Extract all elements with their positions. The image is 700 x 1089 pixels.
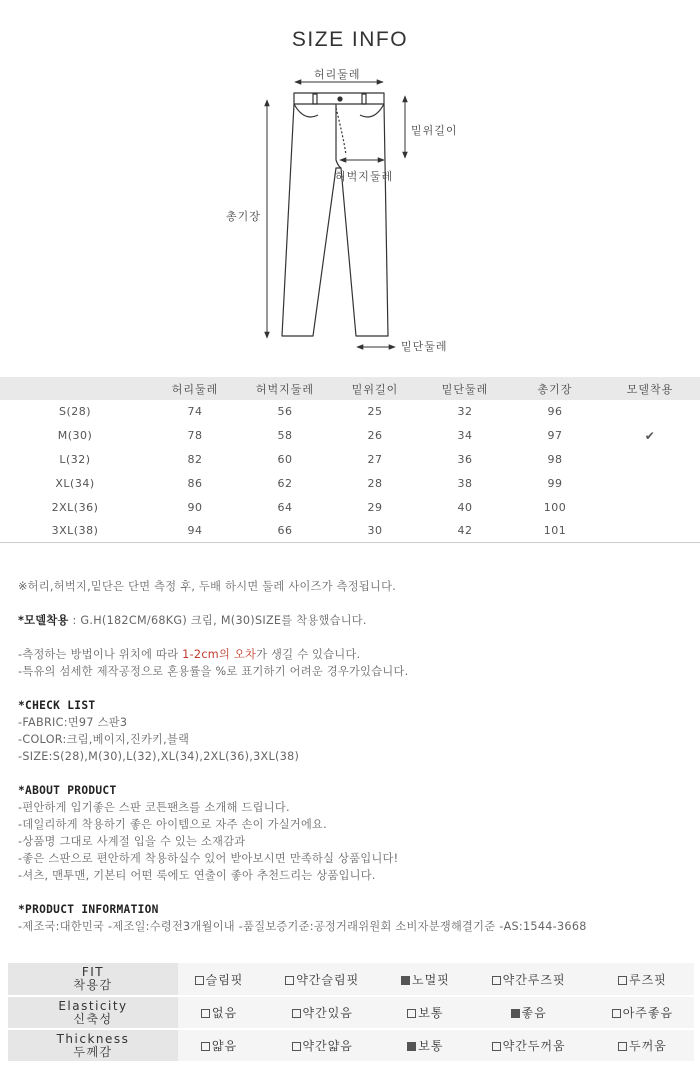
value-cell: 97 [547,429,563,443]
model-cell [600,424,700,448]
checkbox-icon [492,976,501,985]
error-pre: -측정하는 방법이나 위치에 따라 [18,648,183,661]
pants-illustration [0,60,700,370]
size-cell: XL(34) [55,476,95,490]
thickness-option [591,1029,694,1062]
page-title: SIZE INFO [291,28,409,51]
checkbox-icon [292,1009,301,1018]
value-cell: 29 [367,500,383,514]
option-label: 아주좋음 [622,1006,674,1020]
about-item: -상품명 그대로 사계절 입을 수 있는 소재감과 [18,835,246,848]
check-icon: ✔ [644,428,656,443]
model-cell [600,495,700,519]
size-cell: L(32) [59,452,91,466]
value-cell: 60 [277,452,293,466]
table-row [0,471,700,495]
option-label: 슬림핏 [205,972,244,987]
value-cell: 34 [457,429,473,443]
value-cell: 58 [277,429,293,443]
checkbox-icon [201,1009,210,1018]
model-cell [600,519,700,543]
error-post: 가 생길 수 있습니다. [256,648,361,661]
checkbox-icon [201,1042,210,1051]
value-cell: 28 [367,476,383,490]
option-label: 두꺼움 [629,1039,667,1053]
rise-label: 밑위길이 [411,124,458,137]
product-info-title: *PRODUCT INFORMATION [18,903,159,916]
checkbox-icon [292,1042,301,1051]
elasticity-label [8,996,178,1029]
table-row [0,424,700,448]
thickness-row [8,1029,694,1062]
value-cell: 64 [277,500,293,514]
model-note [18,612,688,629]
header-cell: 총기장 [537,382,573,396]
model-cell [600,448,700,472]
fit-option [466,963,590,996]
value-cell: 74 [187,405,203,419]
option-label: 좋음 [521,1006,547,1020]
value-cell: 56 [277,405,293,419]
elasticity-option [384,996,466,1029]
header-cell: 밑위길이 [351,382,399,396]
error-highlight: 1-2cm의 오차 [182,648,257,661]
option-label: 없음 [211,1006,238,1020]
checkbox-icon [618,1042,627,1051]
table-row [0,519,700,543]
fit-option-selected [384,963,466,996]
material-note: -특유의 섬세한 제작공정으로 혼용률을 %로 표기하기 어려운 경우가있습니다. [18,665,409,678]
thickness-label-en: Thickness [56,1031,130,1046]
length-label: 총기장 [226,210,261,223]
option-label: 루즈핏 [629,972,667,987]
size-cell: S(28) [58,405,92,419]
checkbox-icon [492,1042,501,1051]
fit-option [591,963,694,996]
model-cell [600,471,700,495]
about-item: -데일리하게 착용하기 좋은 아이템으로 자주 손이 가실거에요. [18,818,328,831]
option-label: 보통 [418,1039,444,1053]
thickness-option-selected [384,1029,466,1062]
thickness-option [466,1029,590,1062]
value-cell: 86 [187,476,203,490]
header-cell: 모델착용 [626,382,674,396]
option-label: 노멀핏 [412,972,450,987]
value-cell: 66 [240,519,330,543]
value-cell: 62 [277,476,293,490]
size-cell: 2XL(36) [51,500,99,514]
product-info-text: -제조국:대한민국 -제조일:수령전3개월이내 -품질보증기준:공정거래위원회 소비자분쟁해결기준 -AS:1544-3668 [18,920,587,933]
table-row [0,400,700,424]
value-cell: 30 [330,519,420,543]
thickness-option [178,1029,260,1062]
elasticity-label-en: Elasticity [58,998,128,1013]
checked-box-icon [401,976,410,985]
value-cell: 99 [547,476,563,490]
hem-label: 밑단둘레 [401,340,448,353]
check-list-title: *CHECK LIST [18,699,96,712]
about-item: -편안하게 입기좋은 스판 코튼팬츠를 소개해 드립니다. [18,801,290,814]
checkbox-icon [285,976,294,985]
option-label: 약간있음 [302,1006,353,1020]
check-list-item: -SIZE:S(28),M(30),L(32),XL(34),2XL(36),3XL(38) [18,750,300,763]
size-cell: 3XL(38) [0,519,150,543]
elasticity-option [591,996,694,1029]
about-item: -셔츠, 맨투맨, 기본티 어떤 룩에도 연출이 좋아 추천드리는 상품입니다. [18,869,376,882]
fit-label-ko: 착용감 [73,978,113,992]
fit-option [178,963,260,996]
option-label: 약간슬림핏 [296,972,360,987]
measure-note: ※허리,허벅지,밑단은 단면 측정 후, 두배 하시면 둘레 사이즈가 측정됩니다. [18,580,397,593]
check-list-item: -COLOR:크림,베이지,진카키,블랙 [18,733,190,746]
product-notes [18,578,688,935]
value-cell: 25 [367,405,383,419]
elasticity-option [260,996,384,1029]
model-text: : G.H(182CM/68KG) 크림, M(30)SIZE를 착용했습니다. [68,614,367,627]
elasticity-option-selected [466,996,590,1029]
thickness-label [8,1029,178,1062]
option-label: 얇음 [211,1039,238,1053]
value-cell: 26 [367,429,383,443]
header-cell: 허리둘레 [171,382,219,396]
check-list-item: -FABRIC:면97 스판3 [18,716,128,729]
header-cell: 허벅지둘레 [255,382,315,396]
pants-diagram [0,60,700,370]
error-note [18,646,688,663]
waist-label: 허리둘레 [314,68,361,81]
header-cell: 밑단둘레 [441,382,489,396]
value-cell: 96 [547,405,563,419]
elasticity-option [178,996,260,1029]
value-cell: 78 [187,429,203,443]
table-row [0,495,700,519]
thickness-label-ko: 두께감 [73,1044,113,1059]
size-table-header [0,377,700,400]
value-cell: 82 [187,452,203,466]
fit-label [8,963,178,996]
elasticity-row [8,996,694,1029]
about-item: -좋은 스판으로 편안하게 착용하실수 있어 받아보시면 만족하실 상품입니다! [18,852,399,865]
table-row [0,448,700,472]
fit-option [260,963,384,996]
thigh-label: 허벅지둘레 [335,170,394,183]
value-cell: 98 [547,452,563,466]
value-cell: 38 [457,476,473,490]
thickness-option [260,1029,384,1062]
size-table-body [0,400,700,543]
checkbox-icon [195,976,204,985]
value-cell: 40 [457,500,473,514]
size-cell: M(30) [57,429,93,443]
value-cell: 42 [420,519,510,543]
value-cell: 90 [187,500,203,514]
model-cell [600,400,700,424]
option-label: 약간루즈핏 [502,972,566,987]
header-cell [0,377,150,400]
value-cell: 32 [457,405,473,419]
value-cell: 101 [510,519,600,543]
size-table [0,377,700,543]
fit-table [8,963,694,1063]
elasticity-label-ko: 신축성 [73,1011,113,1026]
option-label: 보통 [418,1006,444,1020]
value-cell: 27 [367,452,383,466]
value-cell: 94 [150,519,240,543]
fit-row [8,963,694,996]
option-label: 약간얇음 [302,1039,353,1053]
checkbox-icon [618,976,627,985]
checkbox-icon [407,1009,416,1018]
option-label: 약간두꺼움 [502,1039,566,1053]
checkbox-icon [612,1009,621,1018]
checked-box-icon [511,1009,520,1018]
value-cell: 36 [457,452,473,466]
checked-box-icon [407,1042,416,1051]
about-product-title: *ABOUT PRODUCT [18,784,117,797]
value-cell: 100 [543,500,567,514]
model-label: *모델착용 [18,614,69,627]
fit-label-en: FIT [81,965,105,979]
